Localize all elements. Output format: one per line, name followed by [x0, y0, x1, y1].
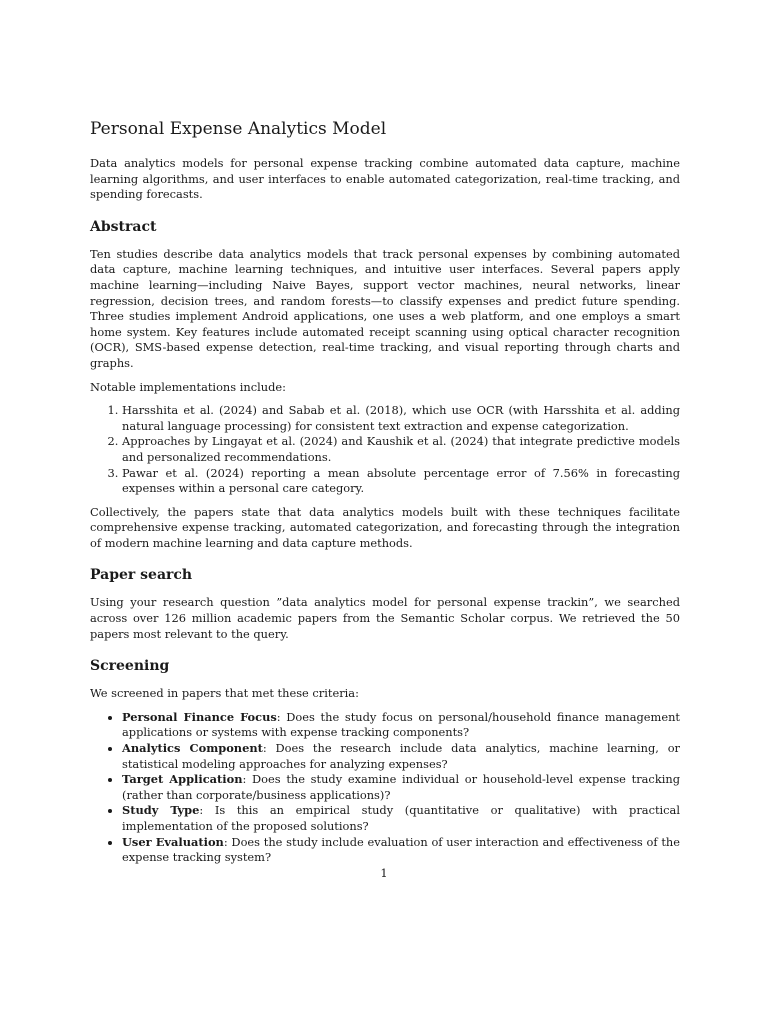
- criteria-item: [122, 741, 680, 772]
- notable-item: 2. Approaches by Lingayat et al. (2024) and Kaushik et al. (2024) that integrate predictive models and personalized recommendations.: [122, 434, 680, 465]
- criteria-item: [122, 835, 680, 866]
- criteria-text: : Does the study examine individual or household-level expense tracking (rather than corporate/business applications)?: [122, 772, 680, 802]
- paper-search-paragraph: Using your research question ”data analytics model for personal expense trackin”, we searched across over 126 million academic papers from the Semantic Scholar corpus. We retrieved the 50 papers most relevant to the query.: [90, 595, 680, 641]
- criteria-name: Study Type: [122, 803, 200, 818]
- criteria-name: Personal Finance Focus: [122, 709, 277, 724]
- criteria-name: Analytics Component: [122, 741, 263, 756]
- notable-item: 1. Harsshita et al. (2024) and Sabab et al. (2018), which use OCR (with Harsshita et al. adding natural language processing) for consistent text extraction and expense categorization.: [122, 403, 680, 434]
- abstract-paragraph: Ten studies describe data analytics models that track personal expenses by combining automated data capture, machine learning techniques, and intuitive user interfaces. Several papers apply machine learning—including Naive Bayes, support vector machines, neural networks, linear regression, decision trees, and random forests—to classify expenses and predict future spending. Three studies implement Android applications, one uses a web platform, and one employs a smart home system. Key features include automated receipt scanning using optical character recognition (OCR), SMS-based expense detection, real-time tracking, and visual reporting through charts and graphs.: [90, 246, 680, 370]
- page-title: Personal Expense Analytics Model: [90, 119, 387, 139]
- page-number: 1: [380, 866, 388, 880]
- abstract-conclusion: Collectively, the papers state that data analytics models built with these techniques facilitate comprehensive expense tracking, automated categorization, and forecasting through the integration of modern machine learning and data capture methods.: [90, 504, 680, 550]
- notable-intro: Notable implementations include:: [90, 379, 286, 394]
- criteria-item: [122, 803, 680, 834]
- criteria-text: : Does the research include data analytics, machine learning, or statistical modeling approaches for analyzing expenses?: [122, 741, 680, 771]
- screening-intro: We screened in papers that met these criteria:: [90, 686, 359, 701]
- criteria-list: [90, 710, 680, 866]
- notable-list: [90, 403, 680, 497]
- criteria-text: : Does the study include evaluation of user interaction and effectiveness of the expense tracking system?: [122, 834, 681, 865]
- criteria-name: Target Application: [122, 772, 243, 787]
- screening-heading: Screening: [90, 658, 170, 675]
- criteria-text: : Does the study focus on personal/household finance management applications or systems with expense tracking components?: [122, 709, 680, 740]
- criteria-text: : Is this an empirical study (quantitative or qualitative) with practical implementation of the proposed solutions?: [122, 803, 680, 833]
- criteria-item: [122, 772, 680, 803]
- abstract-heading: Abstract: [90, 218, 157, 235]
- intro-paragraph: Data analytics models for personal expense tracking combine automated data capture, machine learning algorithms, and user interfaces to enable automated categorization, real-time tracking, and spending forecasts.: [90, 156, 680, 202]
- document-page: [90, 116, 680, 874]
- criteria-item: [122, 710, 680, 741]
- screening-section: [90, 656, 680, 866]
- criteria-name: User Evaluation: [122, 834, 224, 849]
- paper-search-heading: Paper search: [90, 567, 193, 584]
- notable-item: 3. Pawar et al. (2024) reporting a mean absolute percentage error of 7.56% in forecasting expenses within a personal care category.: [122, 466, 680, 497]
- paper-search-section: [90, 565, 680, 642]
- abstract-section: [90, 217, 680, 552]
